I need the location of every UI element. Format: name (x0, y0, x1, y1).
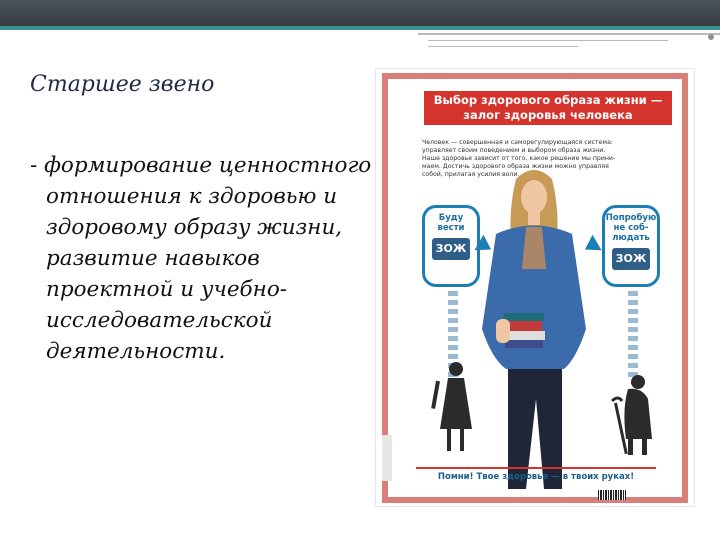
poster-footer-slogan: Помни! Твое здоровье — в твоих руках! (416, 467, 656, 482)
poster-side-label (382, 435, 392, 481)
poster-title-line: залог здоровья человека (463, 108, 633, 122)
bubble-text: людать (612, 233, 650, 243)
poster-intro-line: управляет своим поведением и выбором образа жизни. (422, 147, 606, 154)
silhouette-elderly-person (612, 375, 652, 455)
poster-intro-line: собой, прилагая усилия воли. (422, 171, 520, 178)
bubble-text: Попробую (605, 213, 657, 223)
decorative-rule-cap (708, 34, 714, 40)
barcode (598, 490, 626, 500)
zozh-badge: ЗОЖ (432, 238, 470, 260)
decorative-rule (428, 46, 578, 47)
health-poster-image (376, 69, 694, 506)
top-accent-stripe (0, 26, 720, 30)
poster-title-line: Выбор здорового образа жизни — (433, 93, 663, 107)
poster-intro-line: маем. Достичь здорового образа жизни можно управляя (422, 163, 609, 170)
poster-illustration (376, 69, 694, 506)
bubble-text: вести (437, 223, 465, 233)
top-banner (0, 0, 720, 26)
decorative-rule (428, 40, 668, 41)
bubble-text: не соб- (613, 223, 649, 233)
bubble-text: Буду (438, 213, 464, 223)
zozh-badge: ЗОЖ (612, 248, 650, 270)
poster-intro-line: Человек — совершенная и саморегулирующаяся система: (422, 139, 613, 146)
slide-body-text: - формирование ценностного отношения к здоровью и здоровому образу жизни, развитие навыков проектной и учебно-исследовательской деятельности. (30, 153, 372, 364)
slide-heading: Старшее звено (30, 72, 215, 97)
poster-intro-line: Наше здоровье зависит от того, какое решение мы прини- (422, 155, 616, 162)
decorative-rule (418, 33, 720, 35)
girl-with-books (482, 170, 586, 489)
silhouette-healthy-woman (431, 362, 472, 451)
